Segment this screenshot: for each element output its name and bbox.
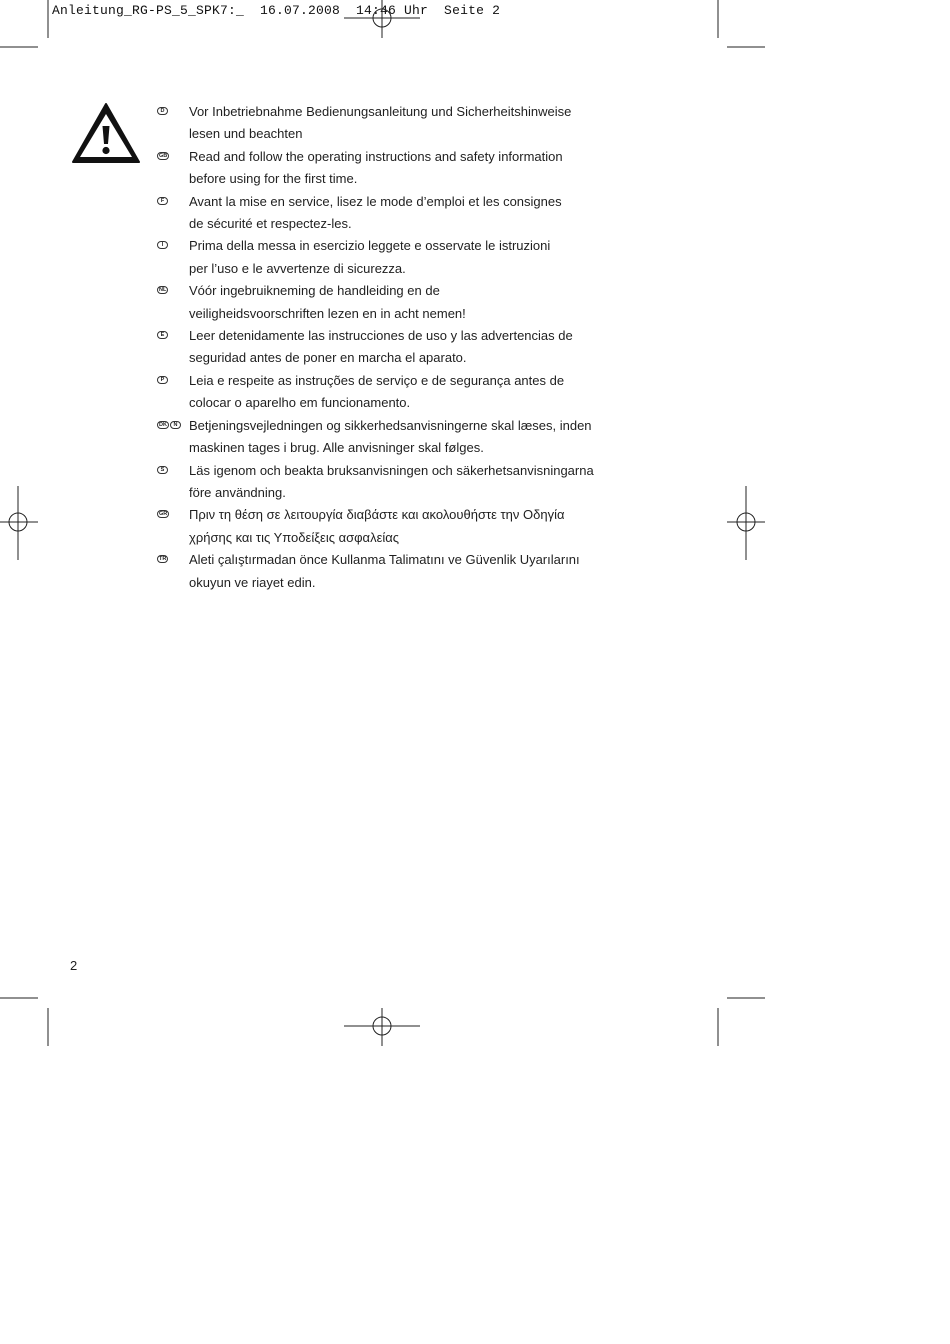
instruction-line: okuyun ve riayet edin. bbox=[189, 574, 316, 590]
list-item bbox=[157, 415, 617, 460]
instruction-line: före användning. bbox=[189, 484, 286, 500]
list-item bbox=[157, 549, 617, 594]
instruction-text bbox=[189, 191, 562, 236]
instruction-text bbox=[189, 415, 592, 460]
instruction-line: χρήσης και τις Υποδείξεις ασφαλείας bbox=[189, 529, 400, 545]
list-item bbox=[157, 101, 617, 146]
instruction-line: Leia e respeite as instruções de serviço e de segurança antes de bbox=[189, 372, 565, 388]
language-codes bbox=[157, 101, 189, 115]
language-codes bbox=[157, 235, 189, 249]
language-codes bbox=[157, 191, 189, 205]
language-code-badge: P bbox=[157, 376, 168, 384]
instruction-text bbox=[189, 325, 573, 370]
language-code-badge: NL bbox=[159, 287, 167, 294]
language-code-badge: F bbox=[157, 197, 168, 205]
instruction-line: Read and follow the operating instructions and safety information bbox=[189, 148, 563, 164]
instruction-text bbox=[189, 146, 563, 191]
instruction-text bbox=[189, 370, 564, 415]
language-code-badge: GB bbox=[159, 152, 168, 159]
instruction-line: Avant la mise en service, lisez le mode d’emploi et les consignes bbox=[189, 193, 562, 209]
language-codes bbox=[157, 460, 189, 474]
instruction-line: colocar o aparelho em funcionamento. bbox=[189, 395, 411, 411]
instruction-line: Aleti çalıştırmadan önce Kullanma Talimatını ve Güvenlik Uyarılarını bbox=[189, 552, 580, 568]
language-instructions-list bbox=[157, 101, 617, 594]
instruction-line: Leer detenidamente las instrucciones de uso y las advertencias de bbox=[189, 328, 573, 344]
page-number: 2 bbox=[70, 958, 78, 973]
list-item bbox=[157, 460, 617, 505]
list-item bbox=[157, 235, 617, 280]
language-codes bbox=[157, 280, 189, 294]
language-code-badge: S bbox=[157, 466, 168, 474]
instruction-line: de sécurité et respectez-les. bbox=[189, 216, 352, 232]
language-code-badge: E bbox=[157, 331, 168, 339]
print-header: Anleitung_RG-PS_5_SPK7:_ 16.07.2008 14:46 Uhr Seite 2 bbox=[52, 3, 501, 18]
instruction-line: Vor Inbetriebnahme Bedienungsanleitung und Sicherheitshinweise bbox=[189, 104, 572, 119]
instruction-text bbox=[189, 101, 571, 146]
language-code-badge: D bbox=[157, 107, 168, 115]
warning-triangle-icon bbox=[71, 102, 141, 164]
language-code-badge: GR bbox=[159, 511, 168, 518]
language-codes bbox=[157, 415, 189, 429]
list-item bbox=[157, 325, 617, 370]
instruction-line: seguridad antes de poner en marcha el aparato. bbox=[189, 350, 467, 366]
instruction-text bbox=[189, 504, 565, 549]
list-item bbox=[157, 280, 617, 325]
instruction-line: before using for the first time. bbox=[189, 171, 358, 187]
language-code-badge: DK bbox=[159, 421, 167, 428]
language-code-badge: I bbox=[157, 241, 168, 249]
language-code-badge: N bbox=[170, 421, 181, 429]
list-item bbox=[157, 191, 617, 236]
instruction-line: Prima della messa in esercizio leggete e osservate le istruzioni bbox=[189, 238, 551, 254]
instruction-line: Läs igenom och beakta bruksanvisningen och säkerhetsanvisningarna bbox=[189, 462, 594, 478]
instruction-text bbox=[189, 549, 580, 594]
instruction-text bbox=[189, 235, 550, 280]
instruction-line: Betjeningsvejledningen og sikkerhedsanvisningerne skal læses, inden bbox=[189, 417, 592, 433]
instruction-line: Πριν τη θέση σε λειτουργία διαβάστε και ακολουθήστε την Οδηγία bbox=[189, 507, 565, 523]
language-codes bbox=[157, 504, 189, 518]
language-code-badge: TR bbox=[159, 556, 167, 563]
instruction-text bbox=[189, 280, 466, 325]
instruction-line: per l’uso e le avvertenze di sicurezza. bbox=[189, 260, 406, 276]
language-codes bbox=[157, 146, 189, 160]
language-codes bbox=[157, 325, 189, 339]
instruction-line: veiligheidsvoorschriften lezen en in acht nemen! bbox=[189, 305, 466, 321]
language-codes bbox=[157, 549, 189, 563]
instruction-line: Vóór ingebruikneming de handleiding en de bbox=[189, 283, 440, 299]
list-item bbox=[157, 146, 617, 191]
list-item bbox=[157, 504, 617, 549]
instruction-line: maskinen tages i brug. Alle anvisninger skal følges. bbox=[189, 440, 484, 456]
instruction-text bbox=[189, 460, 594, 505]
list-item bbox=[157, 370, 617, 415]
language-codes bbox=[157, 370, 189, 384]
instruction-line: lesen und beachten bbox=[189, 126, 303, 142]
